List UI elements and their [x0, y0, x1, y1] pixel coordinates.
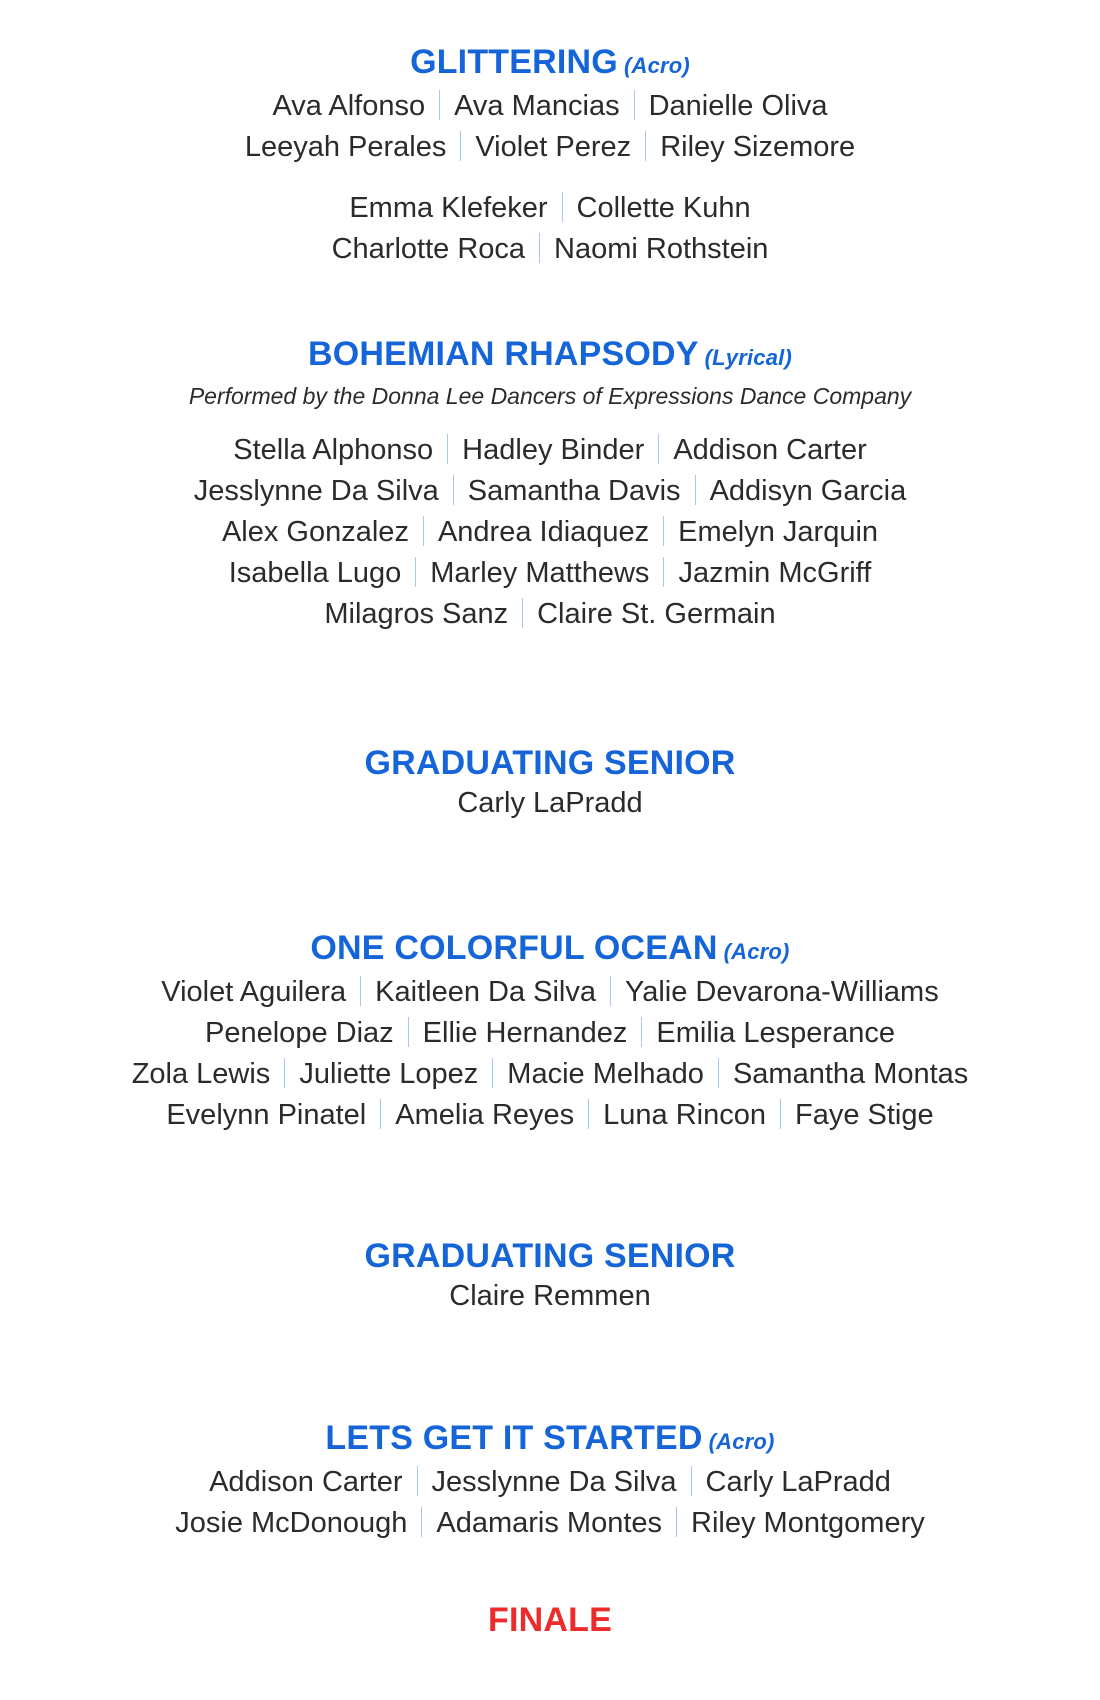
name-separator [676, 1507, 677, 1537]
section-bohemian-rhapsody [0, 334, 1100, 635]
name-separator [539, 233, 540, 263]
dancer-name: Andrea Idiaquez [437, 516, 650, 548]
dancer-name: Jesslynne Da Silva [431, 1466, 677, 1498]
dancer-name: Samantha Montas [732, 1058, 969, 1090]
name-separator [658, 434, 659, 464]
cast-list [0, 1462, 1100, 1544]
dancer-name: Zola Lewis [131, 1058, 271, 1090]
name-separator [634, 90, 635, 120]
dancer-name: Alex Gonzalez [221, 516, 409, 548]
section-title-text: LETS GET IT STARTED [325, 1419, 703, 1457]
dancer-name: Emelyn Jarquin [678, 516, 879, 548]
name-separator [423, 516, 424, 546]
dancer-name: Emilia Lesperance [656, 1017, 895, 1049]
dance-style-label: (Lyrical) [704, 345, 793, 370]
cast-row [0, 127, 1100, 168]
cast-row [0, 1095, 1100, 1136]
section-subtitle: Performed by the Donna Lee Dancers of Expressions Dance Company [188, 383, 912, 409]
dancer-name: Danielle Oliva [648, 90, 828, 122]
section-title [0, 928, 1100, 972]
dancer-name: Ava Mancias [454, 90, 620, 122]
dancer-name: Claire Remmen [449, 1280, 651, 1312]
cast-row [0, 594, 1100, 635]
section-graduating-senior [0, 1236, 1100, 1317]
cast-row [0, 471, 1100, 512]
cast-row [0, 430, 1100, 471]
name-separator [447, 434, 448, 464]
section-lets-get-it-started [0, 1418, 1100, 1544]
cast-row [0, 1462, 1100, 1503]
section-title [0, 1236, 1100, 1276]
dancer-name: Isabella Lugo [228, 557, 402, 589]
dancer-name: Charlotte Roca [331, 233, 526, 265]
name-separator [417, 1466, 418, 1496]
dancer-name: Leeyah Perales [244, 131, 447, 163]
dancer-name: Emma Klefeker [349, 192, 548, 224]
finale-title: FINALE [488, 1601, 612, 1639]
name-separator [415, 557, 416, 587]
name-separator [691, 1466, 692, 1496]
name-separator [439, 90, 440, 120]
cast-list [0, 86, 1100, 168]
dancer-name: Addisyn Garcia [709, 475, 907, 507]
cast-row [0, 972, 1100, 1013]
dancer-name: Amelia Reyes [395, 1099, 575, 1131]
cast-list [0, 188, 1100, 270]
name-separator [588, 1099, 589, 1129]
section-graduating-senior [0, 743, 1100, 824]
dancer-name: Collette Kuhn [576, 192, 751, 224]
cast-row [0, 1276, 1100, 1317]
cast-row [0, 783, 1100, 824]
name-separator [522, 598, 523, 628]
cast-row [0, 229, 1100, 270]
cast-list [0, 430, 1100, 635]
name-separator [718, 1058, 719, 1088]
section-title [0, 743, 1100, 783]
name-separator [460, 131, 461, 161]
section-title-text: BOHEMIAN RHAPSODY [307, 335, 699, 373]
name-separator [492, 1058, 493, 1088]
dancer-name: Claire St. Germain [537, 598, 776, 630]
cast-list [0, 972, 1100, 1136]
dance-style-label: (Acro) [623, 53, 690, 78]
cast-row [0, 188, 1100, 229]
section-title-text: ONE COLORFUL OCEAN [310, 929, 718, 967]
section-title-text: GLITTERING [410, 43, 618, 81]
name-separator [421, 1507, 422, 1537]
name-separator [380, 1099, 381, 1129]
dancer-name: Carly LaPradd [457, 787, 643, 819]
dancer-name: Jazmin McGriff [678, 557, 872, 589]
cast-row [0, 1503, 1100, 1544]
dancer-name: Violet Perez [475, 131, 632, 163]
name-separator [408, 1017, 409, 1047]
dancer-name: Penelope Diaz [205, 1017, 394, 1049]
name-separator [360, 976, 361, 1006]
dancer-name: Ellie Hernandez [422, 1017, 628, 1049]
cast-row [0, 1054, 1100, 1095]
section-title [0, 334, 1100, 378]
name-separator [663, 557, 664, 587]
cast-row [0, 553, 1100, 594]
cast-row [0, 1013, 1100, 1054]
name-separator [695, 475, 696, 505]
dance-style-label: (Acro) [708, 1429, 775, 1454]
cast-list [0, 1276, 1100, 1317]
dancer-name: Addison Carter [209, 1466, 403, 1498]
dancer-name: Stella Alphonso [233, 434, 434, 466]
section-glittering [0, 42, 1100, 270]
dancer-name: Violet Aguilera [161, 976, 347, 1008]
section-finale [0, 1600, 1100, 1640]
dancer-name: Juliette Lopez [299, 1058, 479, 1090]
cast-row [0, 86, 1100, 127]
dancer-name: Faye Stige [795, 1099, 934, 1131]
dancer-name: Milagros Sanz [324, 598, 509, 630]
dancer-name: Macie Melhado [507, 1058, 704, 1090]
dancer-name: Carly LaPradd [705, 1466, 891, 1498]
section-title [0, 42, 1100, 86]
cast-list [0, 783, 1100, 824]
name-separator [645, 131, 646, 161]
dancer-name: Yalie Devarona-Williams [625, 976, 939, 1008]
dancer-name: Marley Matthews [430, 557, 650, 589]
section-title-text: GRADUATING SENIOR [364, 744, 736, 782]
cast-row [0, 512, 1100, 553]
dancer-name: Samantha Davis [467, 475, 681, 507]
section-title-text: GRADUATING SENIOR [364, 1237, 736, 1275]
name-separator [562, 192, 563, 222]
dancer-name: Kaitleen Da Silva [375, 976, 596, 1008]
dancer-name: Adamaris Montes [436, 1507, 663, 1539]
name-separator [453, 475, 454, 505]
dancer-name: Ava Alfonso [272, 90, 426, 122]
dancer-name: Jesslynne Da Silva [193, 475, 439, 507]
dancer-name: Luna Rincon [603, 1099, 766, 1131]
dancer-name: Riley Sizemore [660, 131, 856, 163]
name-separator [663, 516, 664, 546]
name-separator [610, 976, 611, 1006]
name-separator [780, 1099, 781, 1129]
section-one-colorful-ocean [0, 928, 1100, 1136]
dancer-name: Josie McDonough [175, 1507, 408, 1539]
dancer-name: Riley Montgomery [691, 1507, 925, 1539]
dancer-name: Evelynn Pinatel [166, 1099, 367, 1131]
name-separator [284, 1058, 285, 1088]
name-separator [641, 1017, 642, 1047]
dance-style-label: (Acro) [723, 939, 790, 964]
section-title [0, 1418, 1100, 1462]
dancer-name: Hadley Binder [462, 434, 645, 466]
dancer-name: Naomi Rothstein [554, 233, 769, 265]
dancer-name: Addison Carter [673, 434, 867, 466]
